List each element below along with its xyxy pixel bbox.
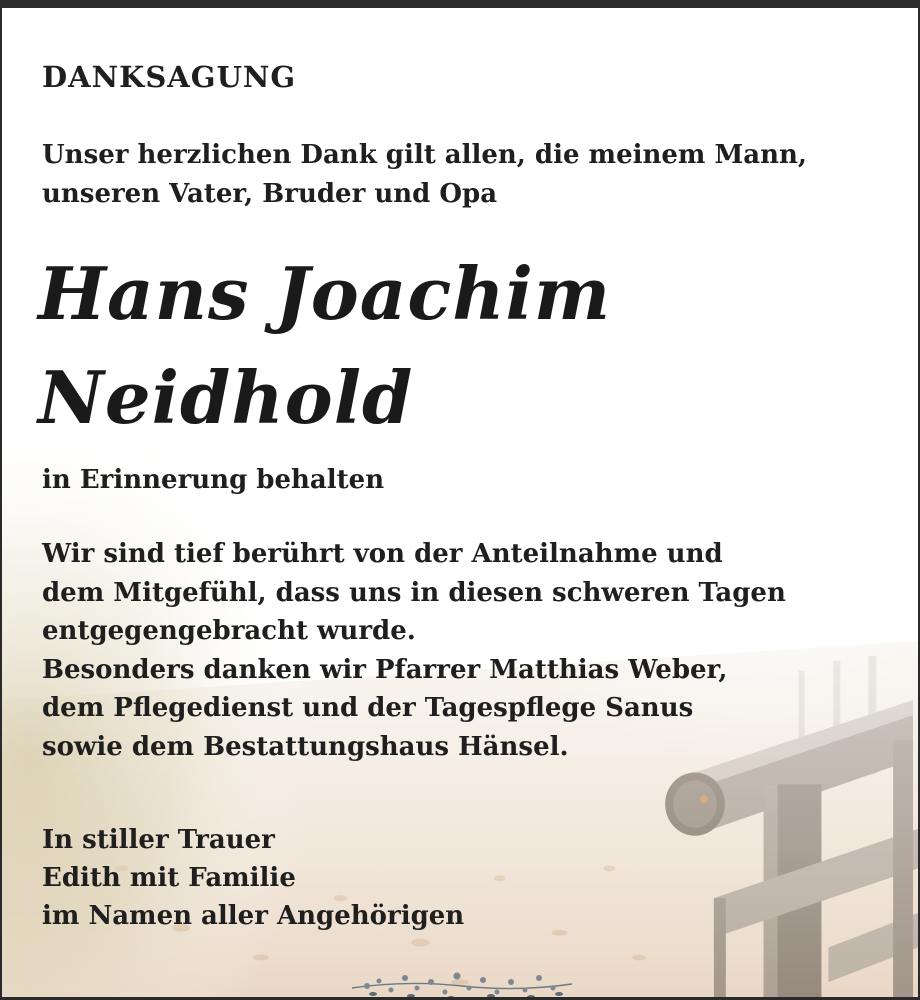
signature-block [42, 821, 464, 935]
remembrance-line: in Erinnerung behalten [42, 465, 385, 495]
intro-line: Unser herzlichen Dank gilt allen, die meinem Mann, [42, 140, 807, 170]
intro-line: unseren Vater, Bruder und Opa [42, 179, 498, 209]
closing-line: In stiller Trauer [42, 825, 275, 855]
body-line: Besonders danken wir Pfarrer Matthias Weber, [42, 654, 728, 685]
body-line: entgegengebracht wurde. [42, 616, 416, 646]
floral-ornament-icon [347, 966, 577, 1000]
body-line: sowie dem Bestattungshaus Hänsel. [42, 731, 569, 762]
body-line: dem Pflegedienst und der Tagespflege Sanus [42, 693, 694, 723]
body-line: dem Mitgefühl, dass uns in diesen schweren Tagen [42, 577, 786, 608]
thanks-body [42, 535, 786, 766]
intro-text [42, 136, 807, 214]
deceased-name [38, 242, 611, 450]
name-line-last: Neidhold [38, 355, 414, 440]
heading: DANKSAGUNG [42, 60, 297, 94]
body-line: Wir sind tief berührt von der Anteilnahme und [42, 539, 723, 569]
closing-line: Edith mit Familie [42, 863, 296, 893]
name-line-first: Hans Joachim [38, 251, 612, 336]
closing-line: im Namen aller Angehörigen [42, 901, 465, 931]
